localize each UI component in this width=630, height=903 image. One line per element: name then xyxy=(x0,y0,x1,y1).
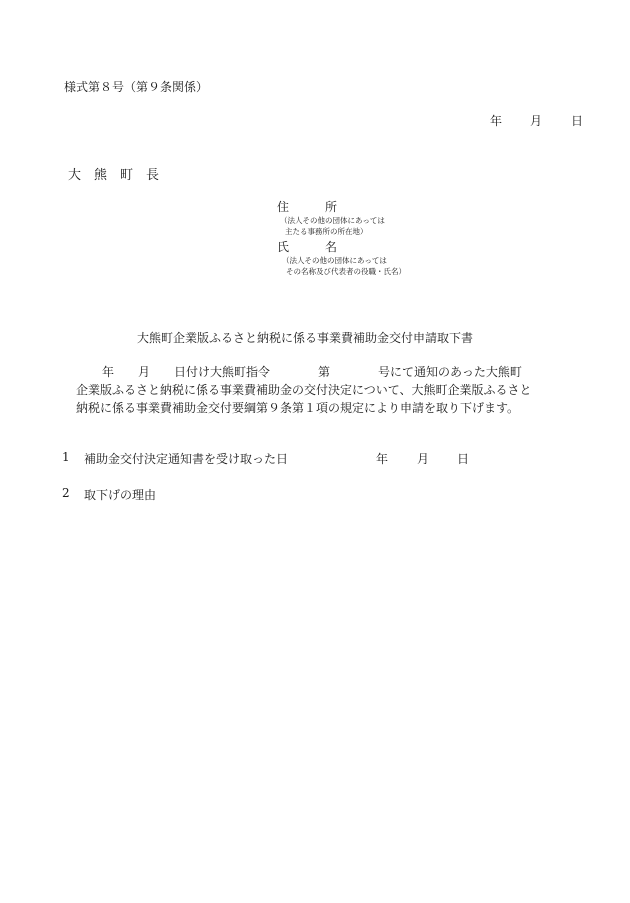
item-1 xyxy=(62,450,470,466)
address-note-1: （法人その他の団体にあっては xyxy=(280,216,385,225)
document-title: 大熊町企業版ふるさと納税に係る事業費補助金交付申請取下書 xyxy=(137,331,474,345)
body-line-2: 企業版ふるさと納税に係る事業費補助金の交付決定について、大熊町企業版ふるさと xyxy=(76,383,532,397)
address-note-2: 主たる事務所の所在地） xyxy=(285,227,368,236)
header-date-year: 年 xyxy=(490,114,503,128)
item-1-number: 1 xyxy=(62,450,70,464)
header-date xyxy=(490,112,584,129)
item-1-label: 補助金交付決定通知書を受け取った日 xyxy=(84,452,289,466)
addressee: 大 熊 町 長 xyxy=(68,168,160,183)
form-number: 様式第８号（第９条関係） xyxy=(64,80,209,94)
name-note-1: （法人その他の団体にあっては xyxy=(282,256,387,265)
item-2 xyxy=(62,486,157,502)
item-1-date-day: 日 xyxy=(457,452,470,466)
item-1-date-month: 月 xyxy=(417,452,430,466)
address-label: 住 所 xyxy=(277,200,338,214)
name-note-2: その名称及び代表者の役職・氏名） xyxy=(286,267,406,276)
body-line-3: 納税に係る事業費補助金交付要綱第９条第１項の規定により申請を取り下げます。 xyxy=(76,401,520,415)
item-1-date-year: 年 xyxy=(376,452,389,466)
header-date-month: 月 xyxy=(530,114,543,128)
name-label: 氏 名 xyxy=(277,240,338,254)
header-date-day: 日 xyxy=(571,114,584,128)
item-2-number: 2 xyxy=(62,486,70,500)
item-2-label: 取下げの理由 xyxy=(84,488,157,502)
body-line-1: 年 月 日付け大熊町指令 第 号にて通知のあった大熊町 xyxy=(102,365,522,379)
